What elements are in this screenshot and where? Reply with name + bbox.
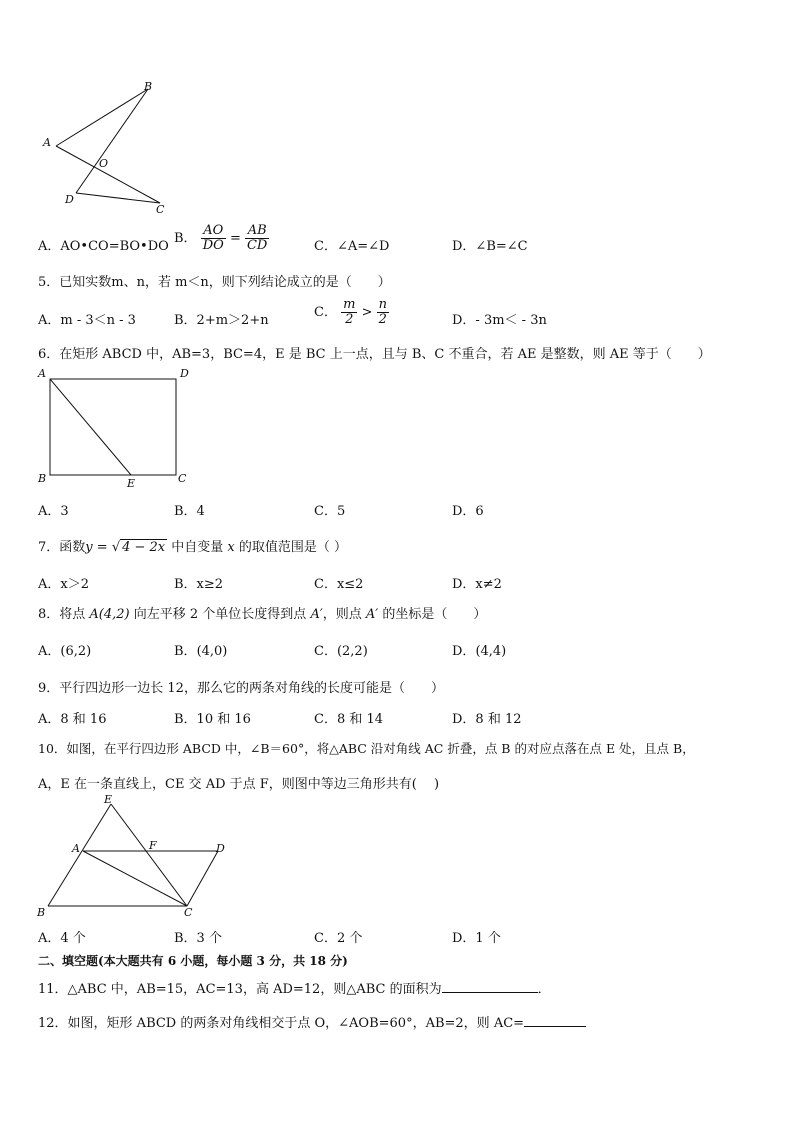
q8-option-d[interactable]: D．(4,4) — [452, 644, 507, 659]
q5-option-d[interactable]: D．- 3m＜ - 3n — [452, 313, 547, 328]
q8-mid2: ，则点 — [322, 607, 366, 622]
q7-option-d[interactable]: D．x≠2 — [452, 577, 502, 592]
q9-option-d[interactable]: D．8 和 12 — [452, 712, 522, 727]
figure-q4 — [38, 76, 178, 221]
q12-text: 12．如图，矩形 ABCD 的两条对角线相交于点 O，∠AOB=60°，AB=2，则 AC= — [38, 1016, 525, 1031]
label-e: E — [104, 793, 113, 806]
q4-frac-ao-do: $\frac{AO}{DO}$ — [202, 223, 224, 253]
q5-gt: > — [361, 305, 373, 320]
q10-stem-line2: A，E 在一条直线上，CE 交 AD 于点 F，则图中等边三角形共有( ) — [38, 777, 440, 792]
q10-option-b[interactable]: B．3 个 — [174, 931, 222, 946]
segment-be — [48, 804, 111, 906]
label-c: C — [156, 203, 165, 216]
q5-frac-m-2: $\frac{m}{2}$ — [343, 297, 356, 327]
q4-option-c[interactable]: C．∠A=∠D — [314, 239, 390, 254]
q8-point2: A′ — [310, 607, 323, 622]
q11-text: 11．△ABC 中，AB=15，AC=13，高 AD=12，则△ABC 的面积为 — [38, 982, 442, 997]
q11-stem — [38, 978, 551, 997]
q8-prefix: 8．将点 — [38, 607, 90, 622]
q4-option-a[interactable]: A．AO•CO=BO•DO — [38, 239, 169, 254]
q5-option-c-prefix: C． — [314, 305, 337, 320]
rectangle-abcd — [50, 379, 176, 475]
q10-stem-line1: 10．如图，在平行四边形 ABCD 中，∠B＝60°，将△ABC 沿对角线 AC 折叠，点 B 的对应点落在点 E 处，且点 B， — [38, 741, 695, 756]
q7-mid: 中自变量 — [167, 540, 228, 555]
segment-bd — [76, 89, 148, 193]
q7-option-a[interactable]: A．x＞2 — [38, 577, 89, 592]
label-a: A — [38, 367, 46, 380]
q5-stem: 5．已知实数m、n，若 m＜n，则下列结论成立的是（ ） — [38, 275, 391, 290]
q7-var: x — [227, 540, 235, 555]
q4-option-b[interactable] — [174, 224, 269, 253]
section-heading-fill-in: 二、填空题(本大题共有 6 小题，每小题 3 分，共 18 分) — [38, 954, 348, 968]
q9-option-c[interactable]: C．8 和 14 — [314, 712, 384, 727]
label-o: O — [99, 157, 109, 170]
q8-option-b[interactable]: B．(4,0) — [174, 644, 228, 659]
label-b: B — [144, 80, 153, 93]
q7-prefix: 7．函数 — [38, 540, 86, 555]
q5-frac-n-2: $\frac{n}{2}$ — [378, 297, 387, 327]
q11-answer-blank[interactable] — [442, 992, 538, 993]
q10-option-d[interactable]: D．1 个 — [452, 931, 501, 946]
segment-ab — [56, 89, 148, 146]
q4-option-d[interactable]: D．∠B=∠C — [452, 239, 528, 254]
q5-option-c[interactable] — [314, 298, 389, 327]
segment-ac — [83, 851, 187, 906]
q9-option-a[interactable]: A．8 和 16 — [38, 712, 107, 727]
q7-stem — [38, 536, 347, 555]
label-d: D — [180, 367, 189, 380]
q7-func-lhs: y — [85, 540, 93, 555]
label-e: E — [127, 477, 136, 490]
segment-dc — [187, 851, 218, 906]
figure-q6 — [30, 364, 200, 492]
q4-option-b-prefix: B． — [174, 231, 197, 246]
q8-option-c[interactable]: C．(2,2) — [314, 644, 368, 659]
q8-point: A(4,2) — [89, 607, 130, 622]
segment-dc — [76, 193, 160, 203]
q6-option-a[interactable]: A．3 — [38, 504, 69, 519]
q4-equals: = — [229, 231, 241, 246]
q12-answer-blank[interactable] — [524, 1026, 586, 1027]
q6-option-c[interactable]: C．5 — [314, 504, 346, 519]
label-d: D — [65, 193, 74, 206]
q8-mid: 向左平移 2 个单位长度得到点 — [129, 607, 311, 622]
q7-option-c[interactable]: C．x≤2 — [314, 577, 364, 592]
label-f: F — [149, 839, 157, 852]
q8-suffix: 的坐标是（ ） — [378, 607, 487, 622]
segment-ae — [50, 379, 131, 475]
label-b: B — [38, 472, 47, 485]
q4-frac-ab-cd: $\frac{AB}{CD}$ — [246, 223, 268, 253]
q5-option-b[interactable]: B．2+m＞2+n — [174, 313, 269, 328]
q11-end: ． — [537, 982, 551, 997]
q7-radicand: 4 − 2x — [122, 540, 166, 555]
label-a: A — [72, 842, 80, 855]
label-c: C — [178, 472, 187, 485]
q7-sqrt-sign: √ — [111, 540, 121, 555]
q8-point3: A′ — [365, 607, 379, 622]
q9-option-b[interactable]: B．10 和 16 — [174, 712, 251, 727]
label-d: D — [216, 842, 225, 855]
label-c: C — [184, 906, 193, 919]
q8-stem — [38, 603, 486, 622]
q7-option-b[interactable]: B．x≥2 — [174, 577, 224, 592]
q10-option-c[interactable]: C．2 个 — [314, 931, 363, 946]
q6-stem: 6．在矩形 ABCD 中，AB=3，BC=4，E 是 BC 上一点，且与 B、C 不重合，若 AE 是整数，则 AE 等于（ ） — [38, 347, 711, 362]
figure-q10 — [34, 792, 234, 920]
q9-stem: 9．平行四边形一边长 12，那么它的两条对角线的长度可能是（ ） — [38, 681, 444, 696]
q6-option-d[interactable]: D．6 — [452, 504, 484, 519]
segment-ec — [111, 804, 187, 906]
label-a: A — [43, 136, 51, 149]
q8-option-a[interactable]: A．(6,2) — [38, 644, 92, 659]
q6-option-b[interactable]: B．4 — [174, 504, 205, 519]
q10-option-a[interactable]: A．4 个 — [38, 931, 86, 946]
q12-stem — [38, 1012, 586, 1031]
q5-option-a[interactable]: A．m - 3＜n - 3 — [38, 313, 136, 328]
q7-suffix: 的取值范围是（ ） — [234, 540, 348, 555]
label-b: B — [37, 906, 46, 919]
q7-func-eq: = — [92, 540, 112, 555]
